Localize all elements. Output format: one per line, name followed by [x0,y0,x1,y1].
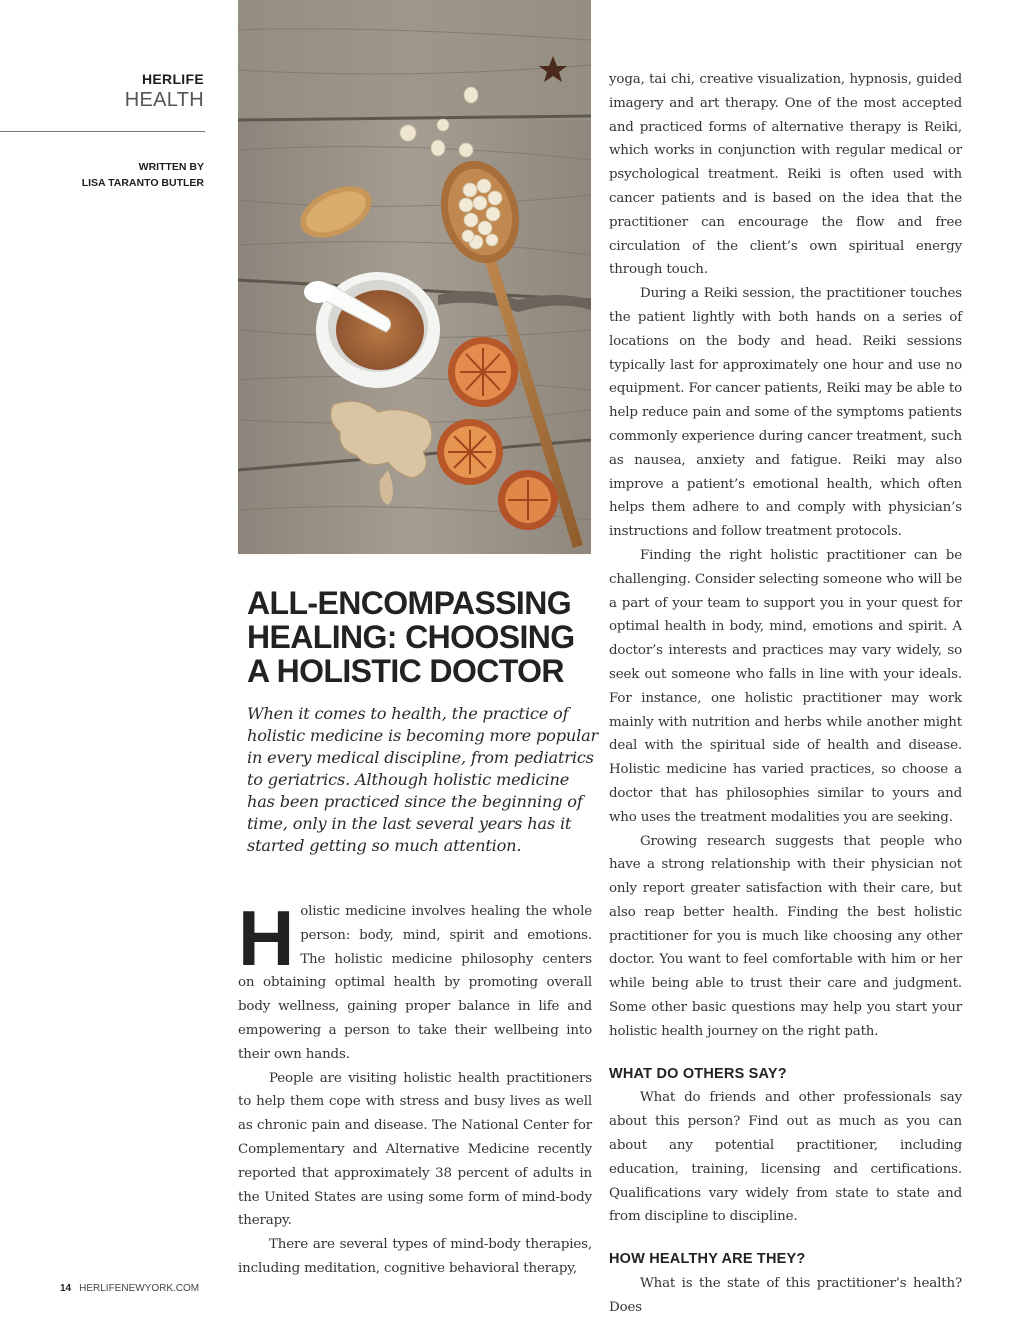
section-name: HEALTH [124,89,204,111]
section-label [125,70,204,112]
article-headline: ALL-ENCOMPASSING HEALING: CHOOSING A HOLISTIC DOCTOR [247,585,575,689]
paragraph-text: olistic medicine involves healing the whole person: body, mind, spirit and emotions. The holistic medicine philosophy centers on obtaining optimal health by promoting overall body wellness, gaining proper balance in life and empowering a person to take their wellbeing into their own hands. [238,904,592,1062]
author-name: LISA TARANTO BUTLER [81,177,204,189]
hero-photo [238,0,591,554]
body-paragraph: People are visiting holistic health practitioners to help them cope with stress and busy lives as well as chronic pain and disease. The National Center for Complementary and Alternative Medicine recently reported that approximately 38 percent of adults in the United States are using some form of mind-body therapy. [238,1070,592,1229]
body-paragraph: During a Reiki session, the practitioner touches the patient lightly with both hands on a series of locations on the body and head. Reiki sessions typically last for approximately one hour and use no equipment. For cancer patients, Reiki may be able to help reduce pain and some of the symptoms patients commonly experience during cancer treatment, such as nausea, anxiety and fatigue. Reiki may also improve a patient’s emotional health, which often helps them adhere to and comply with physician’s instructions and follow treatment protocols. [609,286,962,540]
written-by-label: WRITTEN BY [138,161,204,173]
sidebar-divider [0,131,205,132]
body-paragraph: What do friends and other professionals say about this person? Find out as much as you can about any potential practitioner, including education, training, licensing and certifications. Qualifications vary widely from state to state and from discipline to discipline. [609,1090,962,1225]
body-paragraph: Growing research suggests that people who have a strong relationship with their physician not only report greater satisfaction with their care, but also reap better health. Finding the best holistic practitioner for you is much like choosing any other doctor. You want to feel comfortable with him or her while being able to trust their care and judgment. Some other basic questions may help you start your holistic health journey on the right path. [609,833,962,1039]
section-subhead: WHAT DO OTHERS SAY? [609,1065,787,1082]
byline [82,159,204,191]
body-paragraph: There are several types of mind-body therapies, including meditation, cognitive behavioral therapy, [238,1237,592,1276]
page-footer [60,1283,199,1294]
article-deck: When it comes to health, the practice of holistic medicine is becoming more popular in every medical discipline, from pediatrics to geriatrics. Although holistic medicine has been practiced since the beginning of time, only in the last several years has it started getting so much attention. [247,704,599,855]
body-paragraph: Finding the right holistic practitioner can be challenging. Consider selecting someone who will be a part of your team to support you in your quest for optimal health in body, mind, emotions and spirit. A doctor’s interests and practices may vary widely, so seek out someone who falls in line with your ideals. For instance, one holistic practitioner may work mainly with nutrition and herbs while another might deal with the spiritual side of health and disease. Holistic medicine has varied practices, so choose a doctor that has philosophies similar to yours and who uses the treatment modalities you are seeking. [609,547,962,825]
body-column-right [609,68,962,1320]
website-url: HERLIFENEWYORK.COM [79,1283,200,1294]
page-number: 14 [60,1283,72,1294]
body-paragraph: yoga, tai chi, creative visualization, hypnosis, guided imagery and art therapy. One of the most accepted and practiced forms of alternative therapy is Reiki, which works in conjunction with regular medical or psychological treatment. Reiki is often used with cancer patients and is based on the idea that the practitioner can encourage the flow and free circulation of the client’s own spiritual energy through touch. [609,72,962,278]
body-paragraph [238,894,592,1067]
drop-cap: H [238,894,295,982]
body-paragraph: What is the state of this practitioner’s health? Does [609,1276,962,1315]
section-subhead: HOW HEALTHY ARE THEY? [609,1251,806,1268]
magazine-brand: HERLIFE [142,71,204,87]
body-column-left [238,894,592,1281]
